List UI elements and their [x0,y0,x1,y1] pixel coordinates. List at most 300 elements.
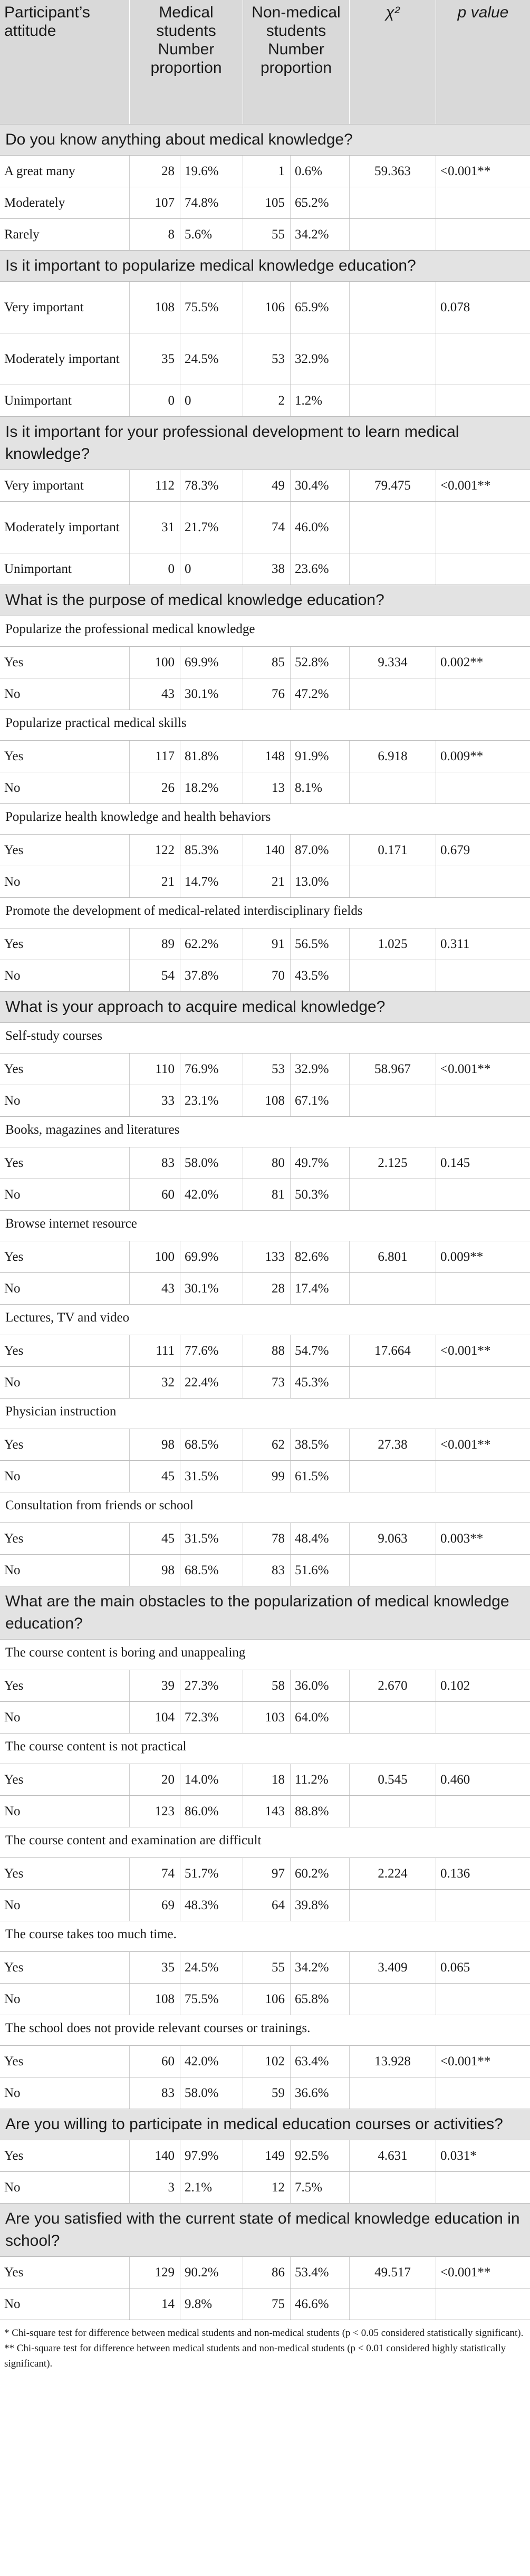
non-medical-count: 62 [243,1429,290,1460]
table-row [0,1085,530,1116]
non-medical-proportion: 56.5% [290,928,349,960]
row-label: Yes [4,2265,24,2280]
non-medical-proportion: 53.4% [290,2257,349,2288]
chi-square-value: 0.545 [349,1764,436,1795]
non-medical-count: 13 [243,772,290,803]
medical-proportion: 23.1% [180,1085,243,1116]
medical-proportion: 18.2% [180,772,243,803]
non-medical-count: 88 [243,1335,290,1366]
row-label: Yes [4,1343,24,1358]
p-value: 0.460 [436,1764,530,1795]
p-value [436,553,530,585]
p-value: 0.009** [436,741,530,772]
medical-count: 129 [129,2257,180,2288]
non-medical-proportion: 36.0% [290,1670,349,1701]
non-medical-count: 103 [243,1702,290,1733]
row-label: Yes [4,749,24,763]
medical-proportion: 78.3% [180,470,243,501]
section-question: Are you satisfied with the current state of medical knowledge education in school? [0,2203,530,2256]
medical-count: 39 [129,1670,180,1701]
medical-count: 28 [129,156,180,187]
medical-count: 100 [129,1241,180,1272]
footnotes [0,2320,530,2377]
medical-proportion: 30.1% [180,678,243,710]
row-label: Yes [4,1866,24,1881]
non-medical-proportion: 47.2% [290,678,349,710]
row-label: No [4,968,21,983]
subgroup-label: The course content is boring and unappealing [0,1639,530,1670]
chi-square-value [349,1890,436,1921]
non-medical-proportion: 11.2% [290,1764,349,1795]
non-medical-count: 59 [243,2077,290,2109]
row-label: Yes [4,2054,24,2069]
chi-square-value: 13.928 [349,2046,436,2077]
medical-count: 32 [129,1367,180,1398]
medical-proportion: 19.6% [180,156,243,187]
p-value: 0.009** [436,1241,530,1272]
medical-count: 117 [129,741,180,772]
row-label: Yes [4,1155,24,1170]
non-medical-proportion: 65.9% [290,282,349,333]
non-medical-count: 28 [243,1273,290,1304]
chi-square-value: 6.801 [349,1241,436,1272]
medical-count: 69 [129,1890,180,1921]
table-row [0,1795,530,1827]
non-medical-proportion: 17.4% [290,1273,349,1304]
medical-count: 112 [129,470,180,501]
p-value [436,1085,530,1116]
row-label: No [4,780,21,795]
p-value: <0.001** [436,1429,530,1460]
table-row [0,1522,530,1554]
medical-count: 83 [129,1147,180,1179]
chi-square-value: 58.967 [349,1054,436,1085]
row-label: Yes [4,1249,24,1264]
p-value [436,772,530,803]
table-row [0,646,530,678]
medical-proportion: 2.1% [180,2172,243,2203]
row-label: Yes [4,1531,24,1546]
non-medical-proportion: 36.6% [290,2077,349,2109]
p-value [436,678,530,710]
medical-count: 21 [129,866,180,897]
row-label: No [4,2180,21,2195]
row-label: Unimportant [4,393,72,408]
non-medical-proportion: 32.9% [290,333,349,385]
subgroup-label: The course content and examination are difficult [0,1827,530,1857]
non-medical-proportion: 8.1% [290,772,349,803]
non-medical-count: 53 [243,1054,290,1085]
non-medical-count: 97 [243,1858,290,1889]
non-medical-proportion: 54.7% [290,1335,349,1366]
table-row [0,1670,530,1701]
non-medical-proportion: 88.8% [290,1796,349,1827]
non-medical-proportion: 39.8% [290,1890,349,1921]
non-medical-proportion: 38.5% [290,1429,349,1460]
table-row [0,281,530,333]
chi-square-value: 9.063 [349,1523,436,1554]
chi-square-value: 3.409 [349,1952,436,1983]
table-row [0,772,530,803]
row-label: No [4,686,21,701]
medical-count: 98 [129,1555,180,1586]
non-medical-count: 55 [243,1952,290,1983]
p-value: 0.003** [436,1523,530,1554]
row-label: Yes [4,655,24,669]
non-medical-proportion: 1.2% [290,385,349,416]
table-row [0,1179,530,1210]
non-medical-count: 64 [243,1890,290,1921]
medical-proportion: 76.9% [180,1054,243,1085]
medical-proportion: 75.5% [180,1984,243,2015]
row-label: No [4,1093,21,1108]
row-label: Moderately [4,195,65,210]
table-row [0,1241,530,1272]
chi-square-value: 2.224 [349,1858,436,1889]
table-row [0,2045,530,2077]
medical-count: 108 [129,282,180,333]
medical-proportion: 31.5% [180,1523,243,1554]
medical-proportion: 14.7% [180,866,243,897]
chi-square-value [349,866,436,897]
chi-square-value: 49.517 [349,2257,436,2288]
p-value: 0.679 [436,835,530,866]
chi-square-value: 0.171 [349,835,436,866]
table-row [0,960,530,991]
medical-proportion: 68.5% [180,1429,243,1460]
table-row [0,2077,530,2109]
chi-square-value: 59.363 [349,156,436,187]
medical-count: 43 [129,678,180,710]
chi-square-value: 27.38 [349,1429,436,1460]
row-label: Yes [4,1772,24,1787]
medical-proportion: 22.4% [180,1367,243,1398]
row-label: No [4,1898,21,1912]
p-value: 0.065 [436,1952,530,1983]
medical-count: 123 [129,1796,180,1827]
chi-square-value [349,678,436,710]
non-medical-proportion: 46.0% [290,502,349,553]
p-value: 0.311 [436,928,530,960]
chi-square-value [349,1796,436,1827]
non-medical-proportion: 92.5% [290,2140,349,2171]
table-row [0,553,530,585]
table-row [0,2171,530,2203]
row-label: No [4,1281,21,1296]
non-medical-proportion: 61.5% [290,1461,349,1492]
non-medical-count: 81 [243,1179,290,1210]
table-row [0,2140,530,2171]
non-medical-proportion: 32.9% [290,1054,349,1085]
medical-proportion: 51.7% [180,1858,243,1889]
non-medical-proportion: 63.4% [290,2046,349,2077]
row-label: Very important [4,478,84,493]
medical-count: 20 [129,1764,180,1795]
medical-proportion: 0 [180,553,243,585]
section-question: What is your approach to acquire medical knowledge? [0,991,530,1022]
p-value [436,1273,530,1304]
p-value [436,1367,530,1398]
non-medical-count: 75 [243,2288,290,2320]
p-value [436,2288,530,2320]
p-value: 0.002** [436,647,530,678]
table-row [0,740,530,772]
p-value [436,2077,530,2109]
non-medical-proportion: 34.2% [290,219,349,250]
chi-square-value [349,1367,436,1398]
non-medical-count: 99 [243,1461,290,1492]
non-medical-count: 53 [243,333,290,385]
medical-count: 110 [129,1054,180,1085]
row-label: No [4,1710,21,1725]
header-medical-students: Medical students Number proportion [129,0,243,124]
medical-proportion: 58.0% [180,2077,243,2109]
non-medical-proportion: 48.4% [290,1523,349,1554]
p-value: <0.001** [436,1335,530,1366]
chi-square-value [349,1461,436,1492]
chi-square-value [349,385,436,416]
p-value: <0.001** [436,2257,530,2288]
p-value: 0.145 [436,1147,530,1179]
medical-count: 111 [129,1335,180,1366]
non-medical-proportion: 34.2% [290,1952,349,1983]
medical-count: 122 [129,835,180,866]
p-value [436,1702,530,1733]
medical-proportion: 24.5% [180,1952,243,1983]
medical-proportion: 42.0% [180,1179,243,1210]
subgroup-label: Physician instruction [0,1398,530,1429]
p-value [436,1555,530,1586]
non-medical-count: 140 [243,835,290,866]
medical-proportion: 86.0% [180,1796,243,1827]
medical-count: 54 [129,960,180,991]
non-medical-proportion: 7.5% [290,2172,349,2203]
table-row [0,1053,530,1085]
row-label: No [4,1187,21,1202]
non-medical-count: 38 [243,553,290,585]
non-medical-proportion: 46.6% [290,2288,349,2320]
row-label: No [4,1563,21,1577]
table-row [0,385,530,416]
non-medical-count: 12 [243,2172,290,2203]
chi-square-value [349,333,436,385]
medical-count: 35 [129,333,180,385]
header-attitude: Participant’s attitude [4,4,90,40]
table-row [0,1764,530,1795]
p-value: 0.102 [436,1670,530,1701]
subgroup-label: Self-study courses [0,1022,530,1053]
non-medical-count: 105 [243,187,290,218]
non-medical-proportion: 65.8% [290,1984,349,2015]
medical-count: 98 [129,1429,180,1460]
non-medical-proportion: 87.0% [290,835,349,866]
chi-square-value [349,1085,436,1116]
row-label: Moderately important [4,351,120,366]
medical-count: 3 [129,2172,180,2203]
chi-square-value [349,1179,436,1210]
medical-count: 108 [129,1984,180,2015]
table-row [0,1460,530,1492]
medical-proportion: 72.3% [180,1702,243,1733]
non-medical-proportion: 50.3% [290,1179,349,1210]
chi-square-value [349,502,436,553]
medical-proportion: 85.3% [180,835,243,866]
medical-proportion: 75.5% [180,282,243,333]
non-medical-proportion: 13.0% [290,866,349,897]
row-label: No [4,874,21,889]
non-medical-proportion: 82.6% [290,1241,349,1272]
section-question: Is it important for your professional development to learn medical knowledge? [0,416,530,470]
chi-square-value [349,1984,436,2015]
subgroup-label: Consultation from friends or school [0,1492,530,1522]
row-label: Rarely [4,227,40,242]
p-value [436,1890,530,1921]
row-label: Moderately important [4,520,120,534]
table-row [0,1983,530,2015]
non-medical-proportion: 43.5% [290,960,349,991]
p-value [436,2172,530,2203]
chi-square-value: 79.475 [349,470,436,501]
non-medical-proportion: 0.6% [290,156,349,187]
chi-square-value [349,187,436,218]
chi-square-value [349,219,436,250]
table-row [0,928,530,960]
table-row [0,1554,530,1586]
row-label: No [4,2085,21,2100]
medical-count: 45 [129,1523,180,1554]
medical-proportion: 69.9% [180,1241,243,1272]
non-medical-count: 91 [243,928,290,960]
row-label: Yes [4,1061,24,1076]
medical-count: 43 [129,1273,180,1304]
medical-count: 0 [129,385,180,416]
p-value: 0.078 [436,282,530,333]
medical-proportion: 81.8% [180,741,243,772]
non-medical-proportion: 23.6% [290,553,349,585]
medical-proportion: 90.2% [180,2257,243,2288]
row-label: Yes [4,936,24,951]
non-medical-proportion: 91.9% [290,741,349,772]
non-medical-count: 80 [243,1147,290,1179]
non-medical-proportion: 67.1% [290,1085,349,1116]
non-medical-count: 76 [243,678,290,710]
p-value [436,1179,530,1210]
p-value [436,385,530,416]
medical-count: 33 [129,1085,180,1116]
medical-count: 45 [129,1461,180,1492]
row-label: No [4,1804,21,1818]
subgroup-label: Lectures, TV and video [0,1304,530,1335]
non-medical-count: 58 [243,1670,290,1701]
table-header [0,0,530,124]
section-question: What is the purpose of medical knowledge education? [0,585,530,616]
table-row [0,2288,530,2320]
chi-square-value [349,2288,436,2320]
chi-square-value [349,1273,436,1304]
row-label: Very important [4,300,84,314]
row-label: Yes [4,1678,24,1693]
table-row [0,1429,530,1460]
table-row [0,333,530,385]
section-question: Is it important to popularize medical knowledge education? [0,250,530,281]
medical-proportion: 37.8% [180,960,243,991]
table-row [0,1951,530,1983]
subgroup-label: Popularize the professional medical knowledge [0,616,530,646]
medical-proportion: 30.1% [180,1273,243,1304]
p-value [436,502,530,553]
non-medical-proportion: 51.6% [290,1555,349,1586]
chi-square-value [349,2077,436,2109]
section-question: Do you know anything about medical knowledge? [0,124,530,155]
medical-count: 74 [129,1858,180,1889]
medical-count: 31 [129,502,180,553]
chi-square-value [349,1702,436,1733]
chi-square-value: 6.918 [349,741,436,772]
p-value [436,1796,530,1827]
p-value [436,1461,530,1492]
header-p-value: p value [436,0,530,124]
medical-proportion: 24.5% [180,333,243,385]
row-label: No [4,1375,21,1390]
section-question: Are you willing to participate in medical education courses or activities? [0,2109,530,2140]
non-medical-count: 86 [243,2257,290,2288]
medical-proportion: 5.6% [180,219,243,250]
non-medical-proportion: 49.7% [290,1147,349,1179]
non-medical-count: 133 [243,1241,290,1272]
p-value [436,333,530,385]
row-label: Unimportant [4,561,72,576]
subgroup-label: Books, magazines and literatures [0,1116,530,1147]
medical-proportion: 58.0% [180,1147,243,1179]
medical-count: 35 [129,1952,180,1983]
medical-count: 14 [129,2288,180,2320]
subgroup-label: The course takes too much time. [0,1921,530,1951]
footnote-single-star: * Chi-square test for difference between medical students and non-medical students (p < 0.05 considered statistically significant). [4,2328,524,2339]
non-medical-count: 143 [243,1796,290,1827]
p-value [436,1984,530,2015]
chi-square-value: 9.334 [349,647,436,678]
table-row [0,678,530,710]
non-medical-count: 74 [243,502,290,553]
medical-count: 140 [129,2140,180,2171]
chi-square-value: 2.125 [349,1147,436,1179]
table-row [0,866,530,897]
non-medical-count: 106 [243,282,290,333]
chi-square-value [349,553,436,585]
subgroup-label: The school does not provide relevant courses or trainings. [0,2015,530,2045]
medical-proportion: 9.8% [180,2288,243,2320]
non-medical-count: 108 [243,1085,290,1116]
table-row [0,155,530,187]
row-label: No [4,1991,21,2006]
medical-count: 89 [129,928,180,960]
p-value: <0.001** [436,470,530,501]
table-row [0,1272,530,1304]
medical-proportion: 97.9% [180,2140,243,2171]
chi-square-value [349,960,436,991]
non-medical-proportion: 60.2% [290,1858,349,1889]
non-medical-count: 21 [243,866,290,897]
non-medical-count: 55 [243,219,290,250]
non-medical-count: 106 [243,1984,290,2015]
medical-count: 60 [129,1179,180,1210]
p-value [436,219,530,250]
header-non-medical-students: Non-medical students Number proportion [243,0,349,124]
non-medical-count: 73 [243,1367,290,1398]
chi-square-value: 1.025 [349,928,436,960]
non-medical-count: 83 [243,1555,290,1586]
table-row [0,470,530,501]
